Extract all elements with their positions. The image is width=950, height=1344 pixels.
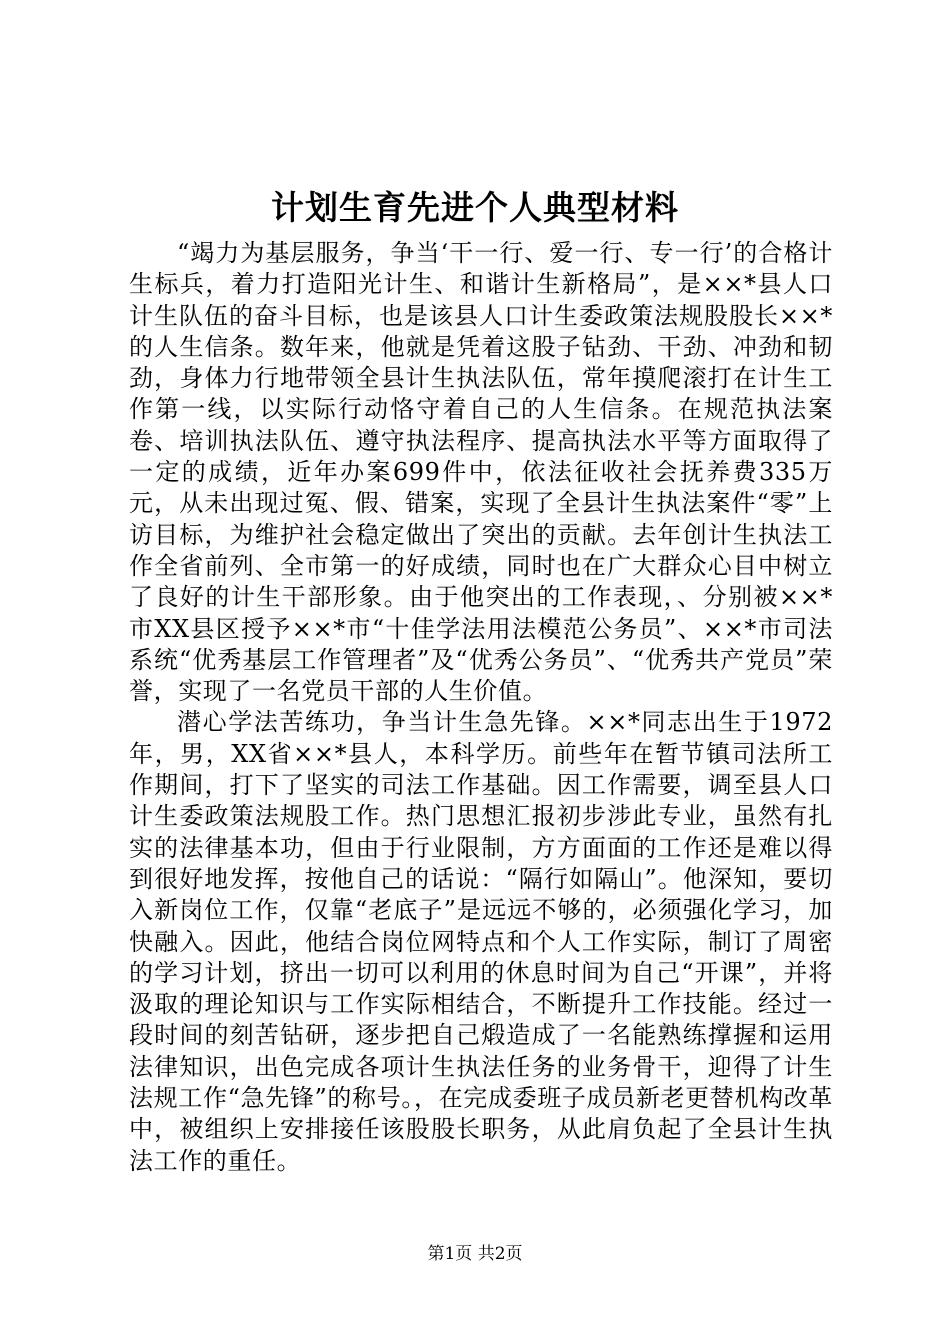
page-footer: [0, 1242, 950, 1266]
page-number: 第1页: [427, 1244, 473, 1264]
paragraph: 潜心学法苦练功，争当计生急先锋。××*同志出生于1972年，男，XX省××*县人，本科学历。前些年在暂节镇司法所工作期间，打下了坚实的司法工作基础。因工作需要，调至县人口计生委政策法规股工作。热门思想汇报初步涉此专业，虽然有扎实的法律基本功，但由于行业限制，方方面面的工作还是难以得到很好地发挥，按他自己的话说：“隔行如隔山”。他深知，要切入新岗位工作，仅靠“老底子”是远远不够的，必须强化学习，加快融入。因此，他结合岗位网特点和个人工作实际，制订了周密的学习计划，挤出一切可以利用的休息时间为自己“开课”，并将汲取的理论知识与工作实际相结合，不断提升工作技能。经过一段时间的刻苦钻研，逐步把自己煅造成了一名能熟练撑握和运用法律知识，出色完成各项计生执法任务的业务骨干，迎得了计生法规工作“急先锋”的称号。，在完成委班子成员新老更替机构改革中，被组织上安排接任该股股长职务，从此肩负起了全县计生执法工作的重任。: [129, 708, 833, 1175]
document-body: [129, 238, 833, 1177]
document-title: 计划生育先进个人典型材料: [271, 188, 679, 227]
page-total: 共2页: [477, 1244, 523, 1264]
paragraph: “竭力为基层服务，争当‘干一行、爱一行、专一行’的合格计生标兵，着力打造阳光计生、和谐计生新格局”，是××*县人口计生队伍的奋斗目标，也是该县人口计生委政策法规股股长××*的人生信条。数年来，他就是凭着这股子钻劲、干劲、冲劲和韧劲，身体力行地带领全县计生执法队伍，常年摸爬滚打在计生工作第一线，以实际行动恪守着自己的人生信条。在规范执法案卷、培训执法队伍、遵守执法程序、提高执法水平等方面取得了一定的成绩，近年办案699件中，依法征收社会抚养费335万元，从未出现过冤、假、错案，实现了全县计生执法案件“零”上访目标，为维护社会稳定做出了突出的贡献。去年创计生执法工作全省前列、全市第一的好成绩，同时也在广大群众心目中树立了良好的计生干部形象。由于他突出的工作表现，、分别被××*市XX县区授予××*市“十佳学法用法模范公务员”、××*市司法系统“优秀基层工作管理者”及“优秀公务员”、“优秀共产党员”荣誉，实现了一名党员干部的人生价值。: [129, 239, 833, 706]
